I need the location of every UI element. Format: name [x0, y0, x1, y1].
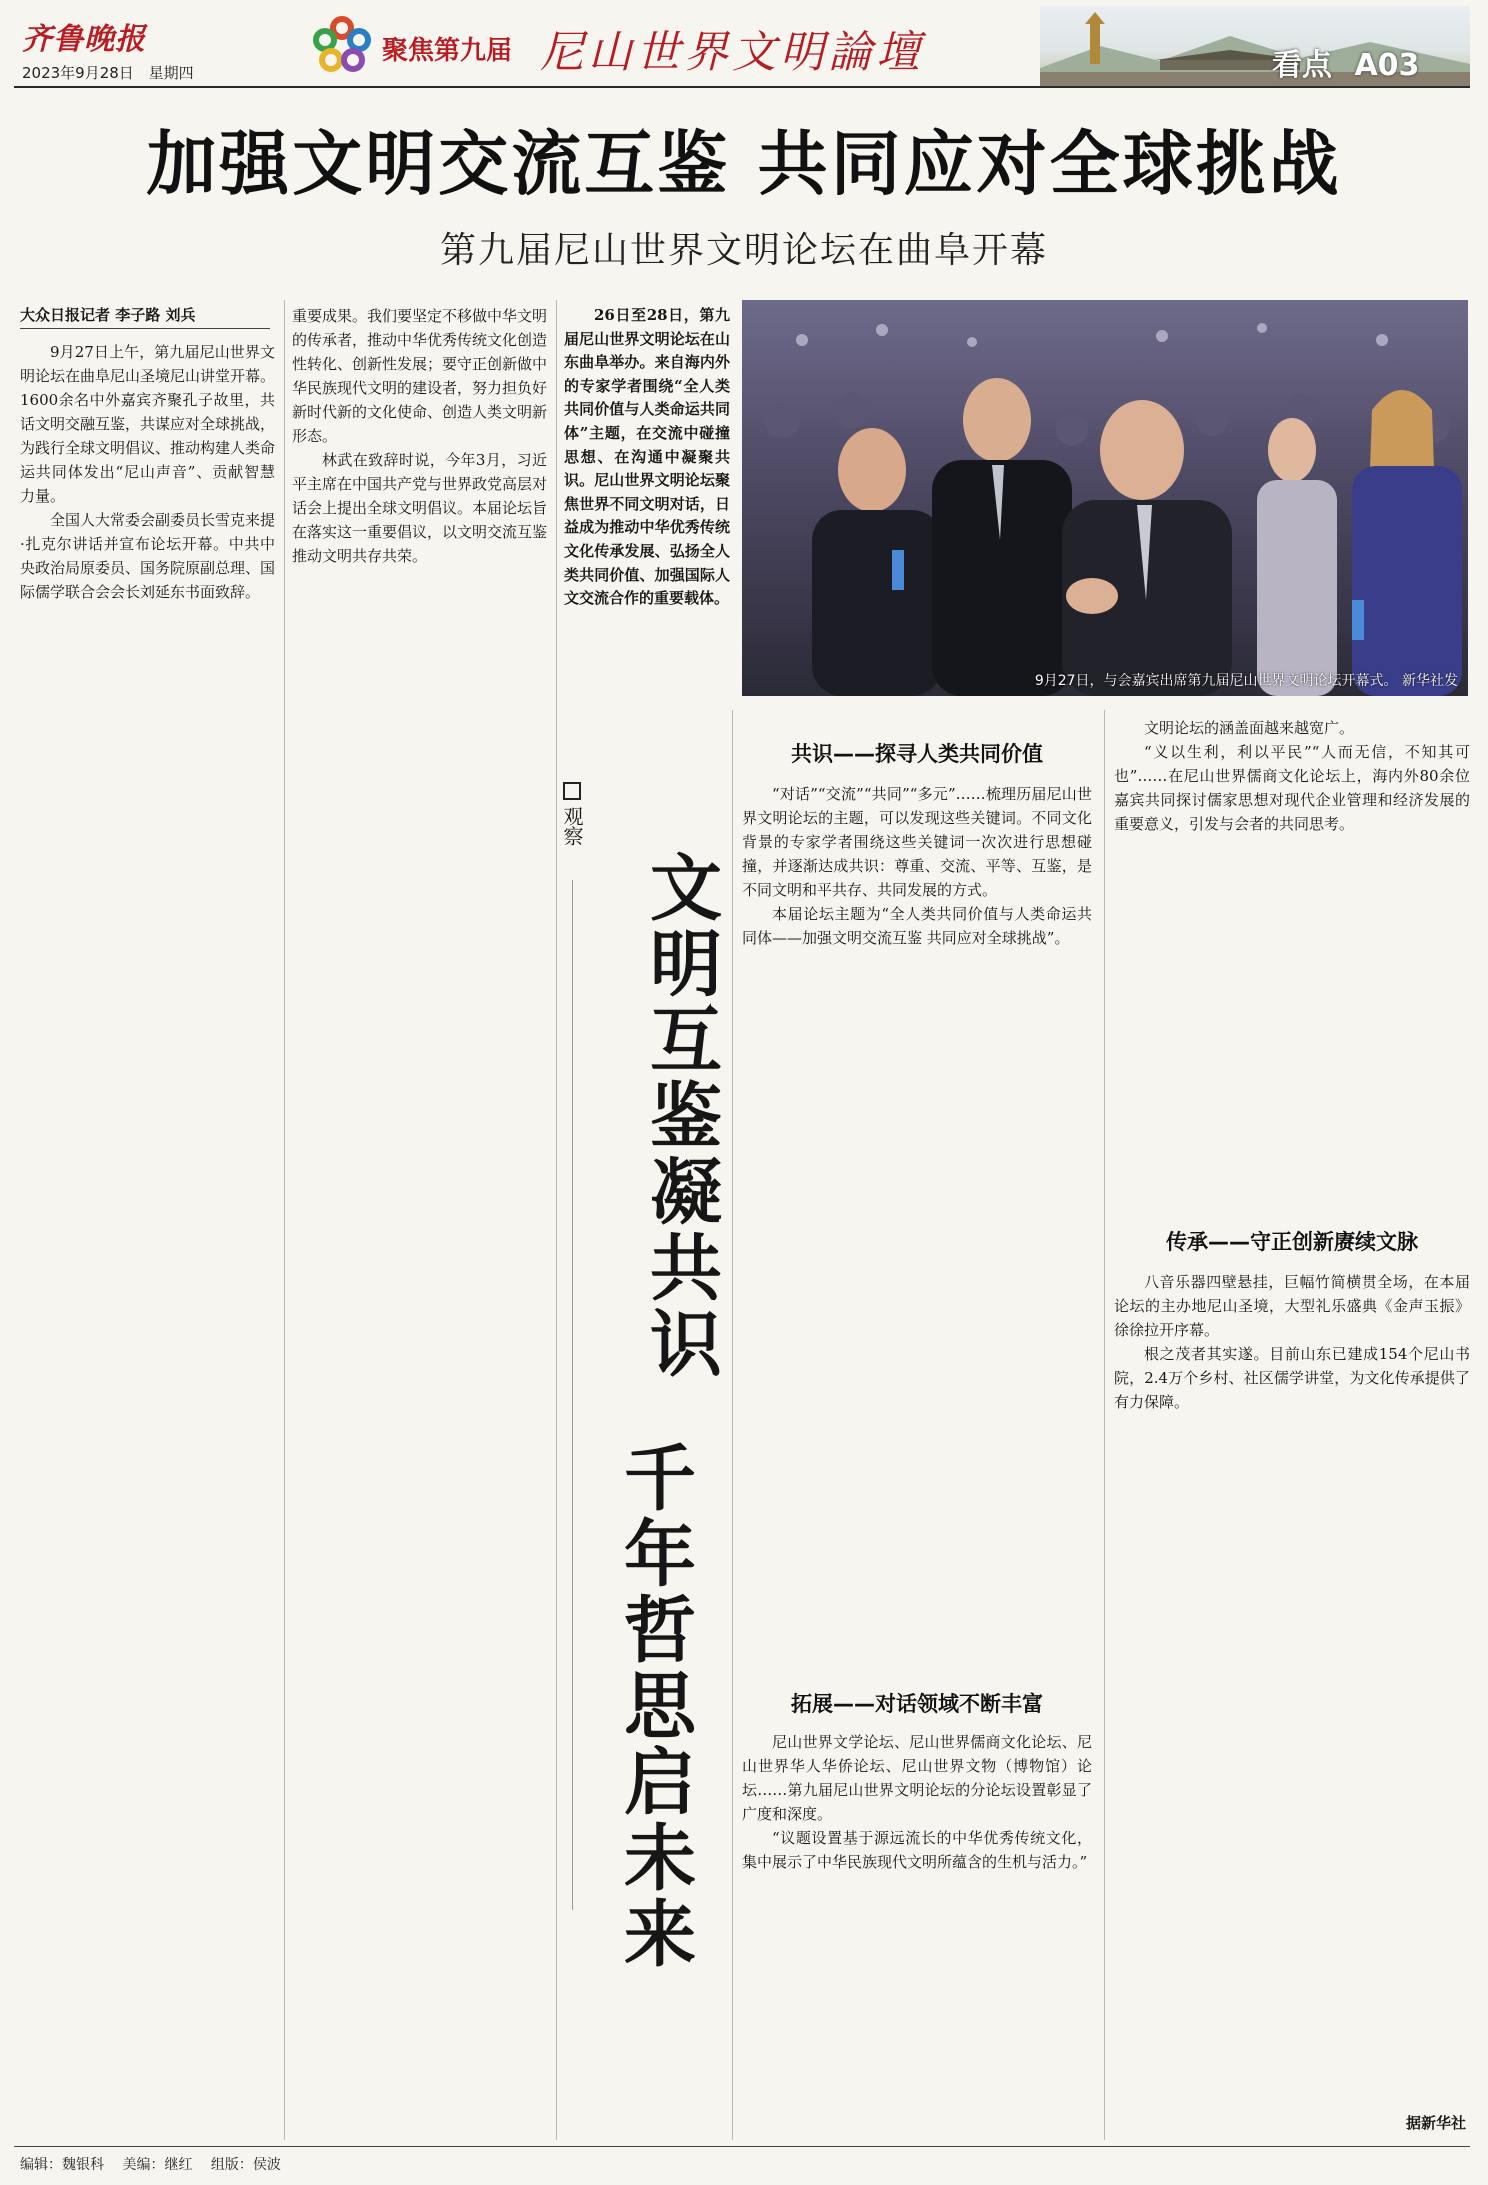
column-rule — [556, 300, 557, 2140]
observe-box-icon — [563, 782, 581, 800]
photo-caption: 9月27日，与会嘉宾出席第九届尼山世界文明论坛开幕式。 新华社发 — [1034, 673, 1458, 689]
paragraph: “对话”“交流”“共同”“多元”……梳理历届尼山世界文明论坛的主题，可以发现这些关键词。不同文化背景的专家学者围绕这些关键词一次次进行思想碰撞，并逐渐达成共识：尊重、交流、平等、互鉴，是不同文明和平共存、共同发展的方式。 — [742, 785, 1092, 899]
paragraph: 根之茂者其实遂。目前山东已建成154个尼山书院，2.4万个乡村、社区儒学讲堂，为文化传承提供了有力保障。 — [1114, 1345, 1470, 1411]
forum-logo-icon — [310, 14, 374, 78]
opening-photo — [742, 300, 1468, 696]
observe-label — [560, 782, 584, 846]
column-rule — [284, 300, 285, 2140]
page-section — [1272, 40, 1419, 84]
observe-headline-2: 千年哲思启未来 — [612, 1440, 697, 1972]
article-col4b — [742, 1730, 1092, 2140]
paragraph: 重要成果。我们要坚定不移做中华文明的传承者，推动中华优秀传统文化创造性转化、创新性发展；要守正创新做中华民族现代文明的建设者，努力担负好新时代新的文化使命、创造人类文明新形态。 — [292, 307, 547, 445]
footer-rule — [14, 2146, 1470, 2147]
editor-credit: 编辑：魏银科 — [20, 2157, 104, 2173]
article-col5b — [1114, 1270, 1470, 2140]
source-credit: 据新华社 — [1405, 2114, 1466, 2132]
section-label: 看点 — [1272, 48, 1332, 83]
paragraph: 文明论坛的涵盖面越来越宽广。 — [1144, 719, 1355, 737]
paper-name: 齐鲁晚报 — [22, 22, 146, 57]
section-title-heritage: 传承——守正创新赓续文脉 — [1166, 1230, 1418, 1254]
article-col1 — [20, 340, 275, 2140]
headline: 加强文明交流互鉴 共同应对全球挑战 — [146, 122, 1342, 205]
section-title-consensus: 共识——探寻人类共同价值 — [791, 742, 1043, 766]
art-credit: 美编：继红 — [122, 2157, 193, 2173]
paragraph: 林武在致辞时说，今年3月，习近平主席在中国共产党与世界政党高层对话会上提出全球文明倡议。本届论坛旨在落实这一重要倡议，以文明交流互鉴推动文明共存共荣。 — [292, 451, 547, 565]
column-rule — [1104, 710, 1105, 2140]
banner-prefix: 聚焦第九届 — [382, 36, 513, 66]
masthead — [0, 0, 1488, 92]
observe-text: 观察 — [560, 806, 584, 846]
header-rule — [14, 86, 1470, 88]
column-rule — [732, 710, 733, 2140]
paragraph: 八音乐器四壁悬挂，巨幅竹简横贯全场，在本届论坛的主办地尼山圣境，大型礼乐盛典《金声玉振》徐徐拉开序幕。 — [1114, 1273, 1470, 1339]
article-col2 — [292, 304, 547, 2140]
date: 2023年9月28日 — [22, 64, 134, 82]
article-col5a — [1114, 716, 1470, 1206]
paragraph: “议题设置基于源远流长的中华优秀传统文化，集中展示了中华民族现代文明所蕴含的生机与活力。” — [742, 1829, 1092, 1871]
banner-title: 尼山世界文明論壇 — [540, 27, 924, 78]
lead-box: 26日至28日，第九届尼山世界文明论坛在山东曲阜举办。来自海内外的专家学者围绕“全人类共同价值与人类命运共同体”主题，在交流中碰撞思想、在沟通中凝聚共识。尼山世界文明论坛聚焦世界不同文明对话，日益成为推动中华优秀传统文化传承发展、弘扬全人类共同价值、加强国际人文交流合作的重要载体。 — [564, 306, 730, 608]
page-number: A03 — [1354, 48, 1420, 83]
observe-headline-1: 文明互鉴凝共识 — [638, 850, 723, 1382]
audience-photo-icon — [742, 300, 1468, 696]
layout-credit: 组版：侯波 — [210, 2157, 281, 2173]
subheadline: 第九届尼山世界文明论坛在曲阜开幕 — [439, 230, 1048, 271]
issue-date — [22, 62, 194, 83]
paragraph: 尼山世界文学论坛、尼山世界儒商文化论坛、尼山世界华人华侨论坛、尼山世界文物（博物馆）论坛……第九届尼山世界文明论坛的分论坛设置彰显了广度和深度。 — [742, 1733, 1092, 1823]
paragraph: 本届论坛主题为“全人类共同价值与人类命运共同体——加强文明交流互鉴 共同应对全球挑战”。 — [742, 905, 1092, 947]
paragraph: 9月27日上午，第九届尼山世界文明论坛在曲阜尼山圣境尼山讲堂开幕。1600余名中外嘉宾齐聚孔子故里，共话文明交融互鉴，共谋应对全球挑战，为践行全球文明倡议、推动构建人类命运共同体发出“尼山声音”、贡献智慧力量。 — [20, 343, 275, 505]
footer-credits — [20, 2154, 281, 2174]
paragraph: 全国人大常委会副委员长雪克来提·扎克尔讲话并宣布论坛开幕。中共中央政治局原委员、国务院原副总理、国际儒学联合会会长刘延东书面致辞。 — [20, 511, 275, 601]
paragraph: “义以生利，利以平民”“人而无信，不知其可也”……在尼山世界儒商文化论坛上，海内外80余位嘉宾共同探讨儒家思想对现代企业管理和经济发展的重要意义，引发与会者的共同思考。 — [1114, 743, 1470, 833]
weekday: 星期四 — [148, 64, 194, 82]
observe-rule — [572, 880, 573, 1910]
section-title-expand: 拓展——对话领域不断丰富 — [791, 1692, 1043, 1716]
article-col4a — [742, 782, 1092, 1662]
byline: 大众日报记者 李子路 刘兵 — [20, 304, 270, 329]
